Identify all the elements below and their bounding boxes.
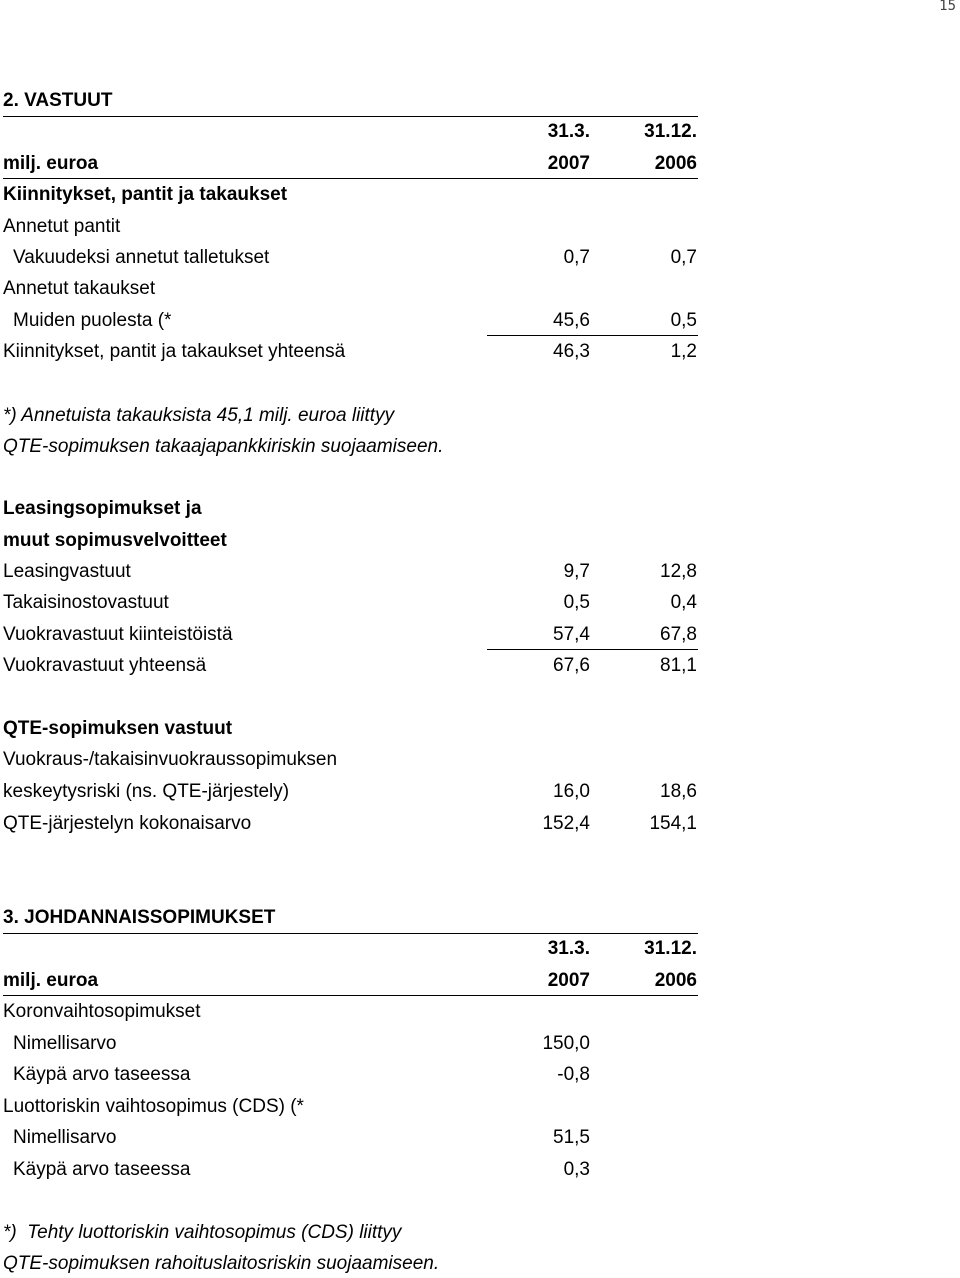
table-row: keskeytysriski (ns. QTE-järjestely) 16,0 18,6 — [3, 781, 697, 802]
total-row: Kiinnitykset, pantit ja takaukset yhteensä 46,3 1,2 — [3, 341, 697, 362]
sum-line — [487, 335, 698, 336]
table-row: Käypä arvo taseessa -0,8 — [13, 1064, 590, 1085]
group-label: Annetut pantit — [3, 216, 121, 237]
table-row: Takaisinostovastuut 0,5 0,4 — [3, 592, 697, 613]
unit-label: milj. euroa — [3, 153, 99, 174]
table-row: QTE-järjestelyn kokonaisarvo 152,4 154,1 — [3, 813, 697, 834]
total-row: Vuokravastuut yhteensä 67,6 81,1 — [3, 655, 697, 676]
table-row: Vakuudeksi annetut talletukset 0,7 0,7 — [13, 247, 697, 268]
subsection-title: Leasingsopimukset ja — [3, 498, 202, 519]
table-row: Nimellisarvo 51,5 — [13, 1127, 590, 1148]
footnote: QTE-sopimuksen takaajapankkiriskin suojaamiseen. — [3, 436, 444, 457]
year-col1: 2007 — [547, 970, 590, 991]
footnote: *) Tehty luottoriskin vaihtosopimus (CDS) liittyy — [3, 1222, 402, 1243]
table-row: Vuokraus-/takaisinvuokraussopimuksen — [3, 749, 338, 770]
table-row: Vuokravastuut kiinteistöistä 57,4 67,8 — [3, 624, 697, 645]
year-col1: 2007 — [547, 153, 590, 174]
page-number: 15 — [939, 0, 956, 14]
sum-line — [487, 649, 698, 650]
divider — [3, 933, 698, 934]
section-title-johdannais: 3. JOHDANNAISSOPIMUKSET — [3, 907, 276, 928]
divider — [3, 116, 698, 117]
year-col2: 2006 — [654, 970, 697, 991]
footnote: *) Annetuista takauksista 45,1 milj. euroa liittyy — [3, 405, 395, 426]
unit-label: milj. euroa — [3, 970, 99, 991]
unit-year-row — [3, 967, 960, 995]
table-row: Nimellisarvo 150,0 — [13, 1033, 590, 1054]
group-label: Annetut takaukset — [3, 278, 156, 299]
date-col2: 31.12. — [644, 938, 697, 959]
table-row: Käypä arvo taseessa 0,3 — [13, 1159, 590, 1180]
table-row: Leasingvastuut 9,7 12,8 — [3, 561, 697, 582]
divider — [3, 995, 698, 996]
divider — [3, 178, 698, 179]
unit-year-row — [3, 150, 960, 178]
table-row: Muiden puolesta (* 45,6 0,5 — [13, 310, 697, 331]
date-col1: 31.3. — [547, 938, 590, 959]
footnote: QTE-sopimuksen rahoituslaitosriskin suojaamiseen. — [3, 1253, 440, 1274]
date-col1: 31.3. — [547, 121, 590, 142]
date-header-row — [3, 118, 960, 146]
subsection-title: muut sopimusvelvoitteet — [3, 530, 227, 551]
year-col2: 2006 — [654, 153, 697, 174]
subsection-title: QTE-sopimuksen vastuut — [3, 718, 233, 739]
subsection-title: Kiinnitykset, pantit ja takaukset — [3, 184, 288, 205]
date-header-row — [3, 935, 960, 963]
group-label: Luottoriskin vaihtosopimus (CDS) (* — [3, 1096, 304, 1117]
section-title-vastuut: 2. VASTUUT — [3, 90, 113, 111]
group-label: Koronvaihtosopimukset — [3, 1001, 201, 1022]
date-col2: 31.12. — [644, 121, 697, 142]
